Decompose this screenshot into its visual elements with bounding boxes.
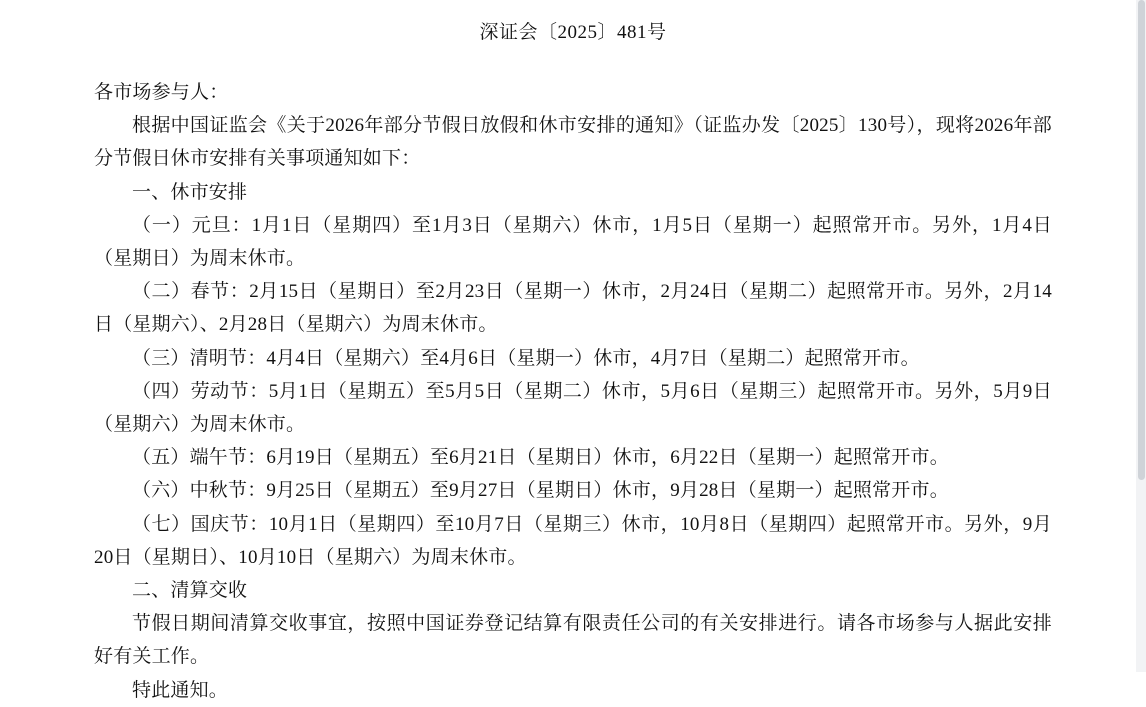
scrollbar-thumb[interactable] — [1138, 0, 1145, 480]
section-two-body: 节假日期间清算交收事宜，按照中国证券登记结算有限责任公司的有关安排进行。请各市场参与人据此安排好有关工作。 — [94, 613, 1052, 668]
document-body — [0, 48, 1146, 707]
closing-line: 特此通知。 — [132, 679, 229, 701]
holiday-item-3: （三）清明节：4月4日（星期六）至4月6日（星期一）休市，4月7日（星期二）起照常开市。 — [132, 347, 920, 369]
holiday-item-5: （五）端午节：6月19日（星期五）至6月21日（星期日）休市，6月22日（星期一）起照常开市。 — [132, 447, 949, 469]
holiday-item-2: （二）春节：2月15日（星期日）至2月23日（星期一）休市，2月24日（星期二）起照常开市。另外，2月14日（星期六）、2月28日（星期六）为周末休市。 — [94, 281, 1052, 336]
holiday-item-4: （四）劳动节：5月1日（星期五）至5月5日（星期二）休市，5月6日（星期三）起照常开市。另外，5月9日（星期六）为周末休市。 — [94, 380, 1052, 436]
holiday-item-1: （一）元旦：1月1日（星期四）至1月3日（星期六）休市，1月5日（星期一）起照常开市。另外，1月4日（星期日）为周末休市。 — [94, 214, 1052, 270]
holiday-item-6: （六）中秋节：9月25日（星期五）至9月27日（星期日）休市，9月28日（星期一）起照常开市。 — [132, 480, 949, 502]
holiday-item-7: （七）国庆节：10月1日（星期四）至10月7日（星期三）休市，10月8日（星期四）起照常开市。另外，9月20日（星期日）、10月10日（星期六）为周末休市。 — [94, 513, 1052, 568]
section-one-title: 一、休市安排 — [132, 181, 248, 203]
document-number: 深证会〔2025〕481号 — [479, 22, 667, 43]
salutation: 各市场参与人： — [94, 82, 229, 103]
scrollbar-track[interactable] — [1136, 0, 1146, 672]
intro-paragraph: 根据中国证监会《关于2026年部分节假日放假和休市安排的通知》（证监办发〔2025〕130号），现将2026年部分节假日休市安排有关事项通知如下： — [94, 115, 1052, 170]
section-two-title: 二、清算交收 — [132, 580, 248, 602]
